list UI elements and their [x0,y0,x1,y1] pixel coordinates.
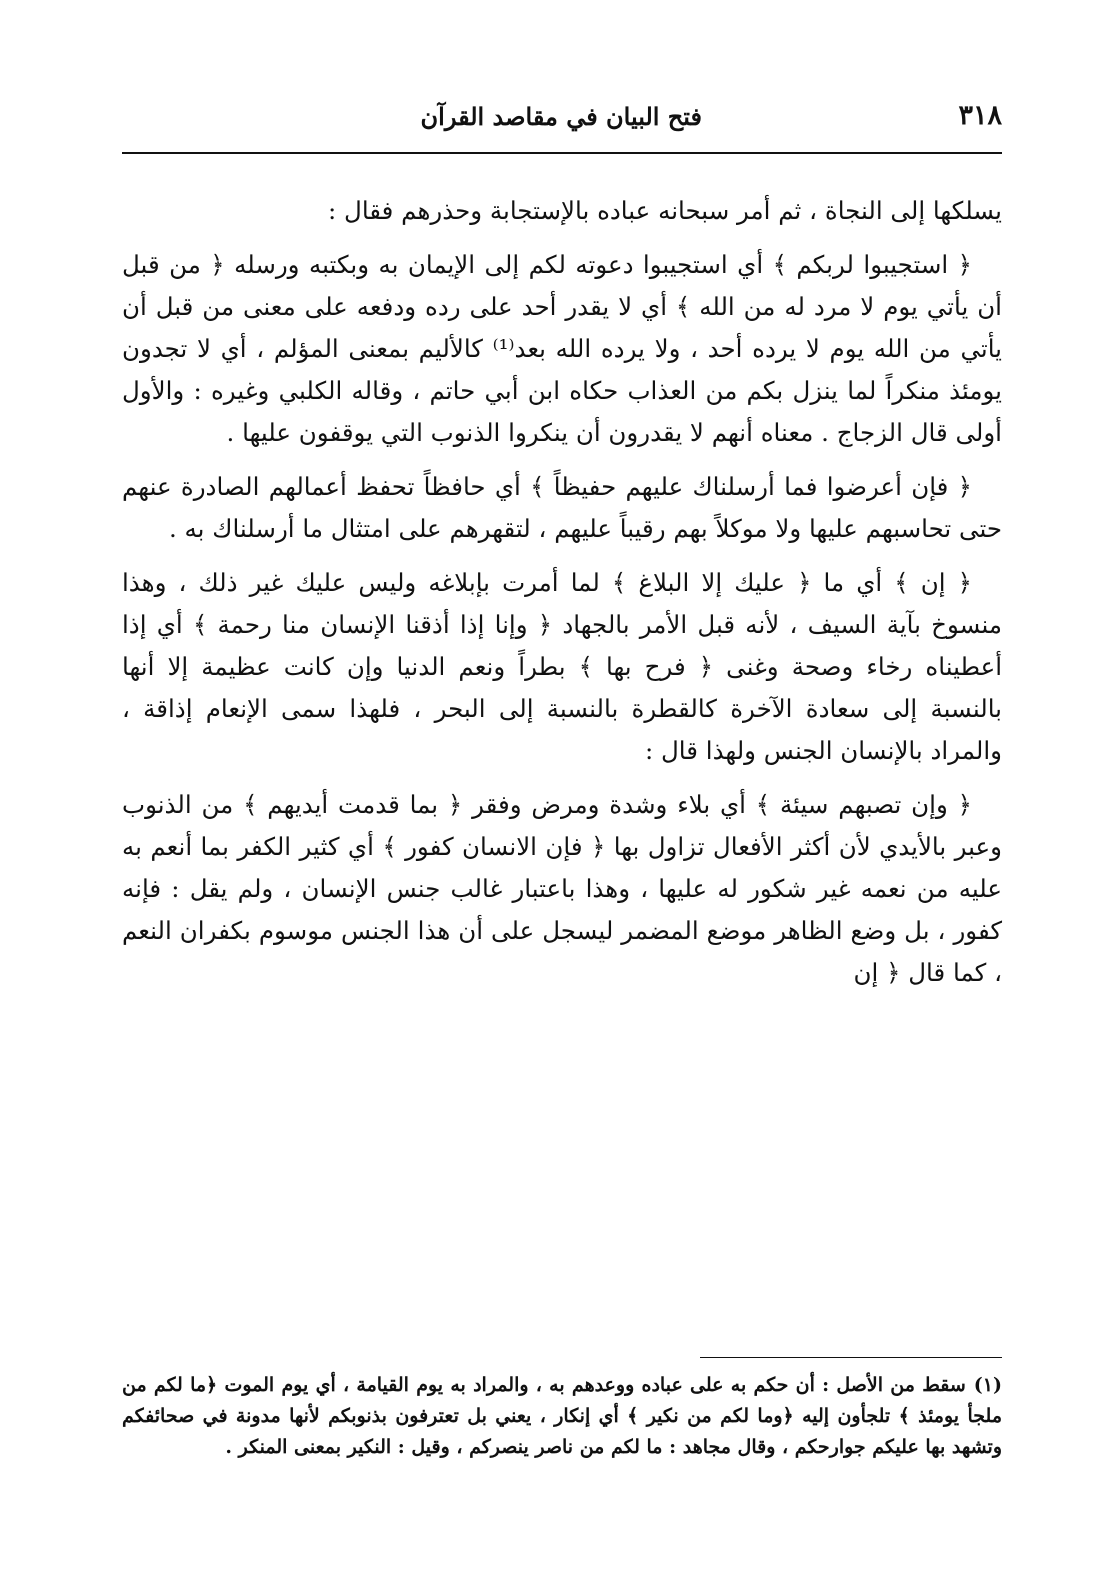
paragraph-4: ﴿ إن ﴾ أي ما ﴿ عليك إلا البلاغ ﴾ لما أمرت بإبلاغه وليس عليك غير ذلك ، وهذا منسوخ بآية السيف ، لأنه قبل الأمر بالجهاد ﴿ وإنا إذا أذقنا الإنسان منا رحمة ﴾ أي إذا أعطيناه رخاء وصحة وغنى ﴿ فرح بها ﴾ بطراً ونعم الدنيا وإن كانت عظيمة إلا أنها بالنسبة إلى سعادة الآخرة كالقطرة بالنسبة إلى البحر ، فلهذا سمى الإنعام إذاقة ، والمراد بالإنسان الجنس ولهذا قال : [122,568,1002,765]
page-header [122,88,1002,148]
paragraph-3: ﴿ فإن أعرضوا فما أرسلناك عليهم حفيظاً ﴾ أي حافظاً تحفظ أعمالهم الصادرة عنهم حتى تحاسبهم عليها ولا موكلاً بهم رقيباً عليهم ، لتقهرهم على امتثال ما أرسلناك به . [122,472,1002,543]
footnote [122,1370,1002,1463]
paragraph-2: ﴿ استجيبوا لربكم ﴾ أي استجيبوا دعوته لكم إلى الإيمان به وبكتبه ورسله ﴿ من قبل أن يأتي يوم لا مرد له من الله ﴾ أي لا يقدر أحد على رده ودفعه على معنى من قبل أن يأتي من الله يوم لا يرده أحد ، ولا يرده الله بعد⁽¹⁾ كالأليم بمعنى المؤلم ، أي لا تجدون يومئذ منكراً لما ينزل بكم من العذاب حكاه ابن أبي حاتم ، وقاله الكلبي وغيره : والأول أولى قال الزجاج . معناه أنهم لا يقدرون أن ينكروا الذنوب التي يوقفون عليها . [122,250,1002,447]
paragraph-1: يسلكها إلى النجاة ، ثم أمر سبحانه عباده بالإستجابة وحذرهم فقال : [327,196,1002,225]
footnote-divider [700,1357,1002,1358]
paragraph-5: ﴿ وإن تصبهم سيئة ﴾ أي بلاء وشدة ومرض وفقر ﴿ بما قدمت أيديهم ﴾ من الذنوب وعبر بالأيدي لأن أكثر الأفعال تزاول بها ﴿ فإن الانسان كفور ﴾ أي كثير الكفر بما أنعم به عليه من نعمه غير شكور له عليها ، وهذا باعتبار غالب جنس الإنسان ، ولم يقل : فإنه كفور ، بل وضع الظاهر موضع المضمر ليسجل على أن هذا الجنس موسوم بكفران النعم ، كما قال ﴿ إن [122,790,1002,987]
footnote-text: سقط من الأصل : أن حكم به على عباده ووعدهم به ، والمراد به يوم القيامة ، أي يوم الموت ﴿ما لكم من ملجأ يومئذ ﴾ تلجأون إليه ﴿وما لكم من نكير ﴾ أي إنكار ، يعني بل تعترفون بذنوبكم لأنها مدونة في صحائفكم وتشهد بها عليكم جوارحكم ، وقال مجاهد : ما لكم من ناصر ينصركم ، وقيل : النكير بمعنى المنكر . [122,1374,1002,1458]
page-number: ٣١٨ [958,100,1002,131]
running-title: فتح البيان في مقاصد القرآن [420,102,702,131]
footnote-number: (١) [973,1374,1002,1396]
main-text [122,190,1002,1006]
header-divider [122,152,1002,154]
